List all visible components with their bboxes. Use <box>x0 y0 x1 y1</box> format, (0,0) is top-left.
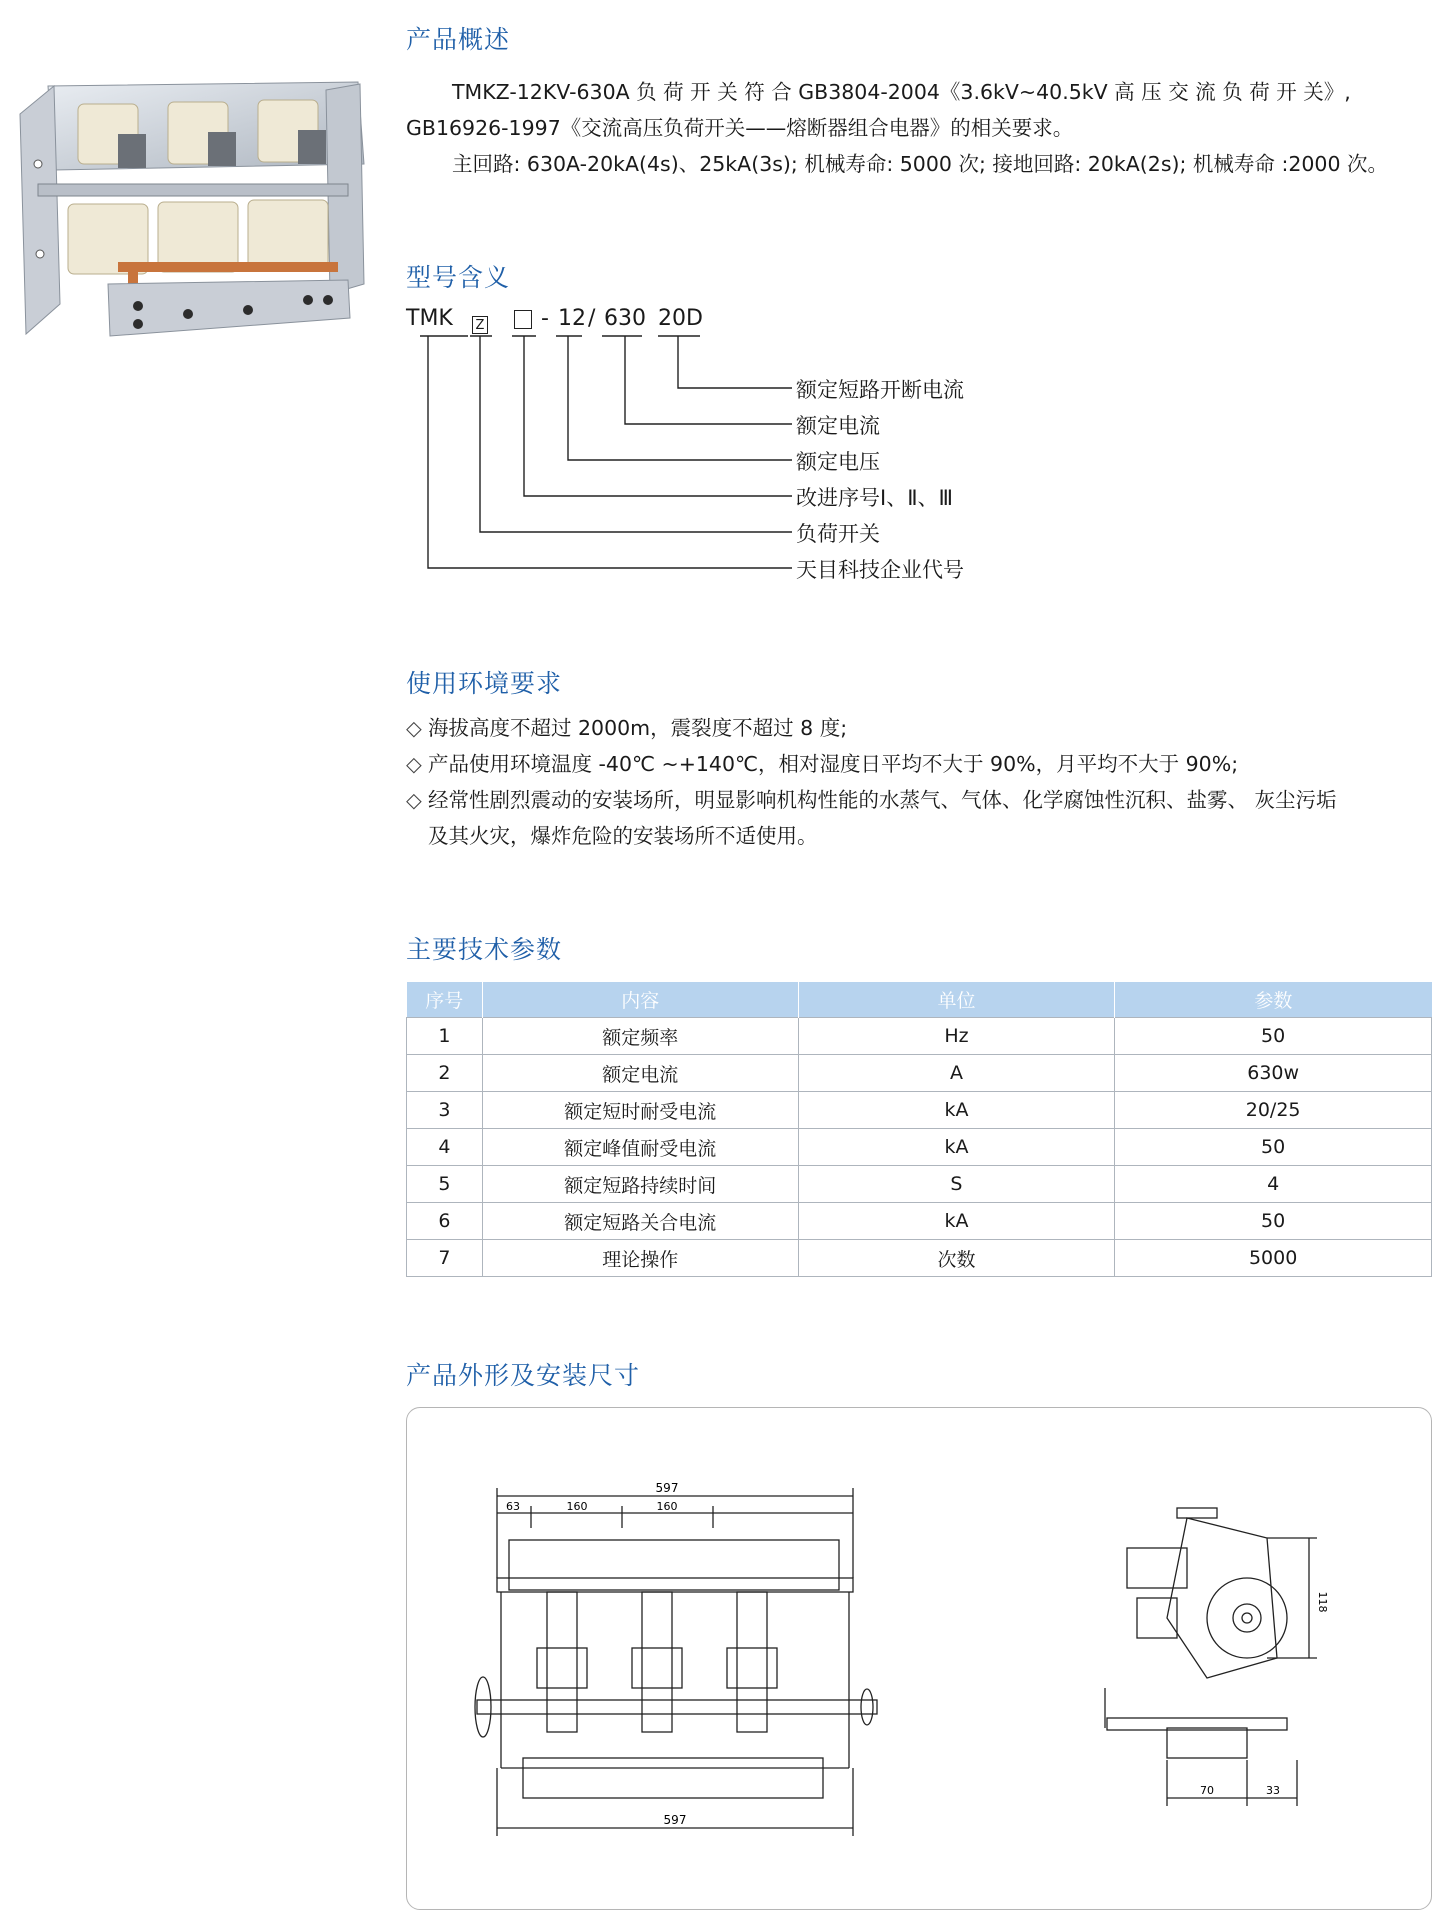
table-row: 3 额定短时耐受电流 kA 20/25 <box>407 1092 1432 1129</box>
overview-line-1: TMKZ-12KV-630A 负 荷 开 关 符 合 GB3804-2004《3.6kV~40.5kV 高 压 交 流 负 荷 开 关》, <box>452 80 1351 104</box>
model-label-4: 负荷开关 <box>796 522 880 546</box>
dim-height: 118 <box>1316 1591 1329 1613</box>
model-title: 型号含义 <box>406 263 511 292</box>
dim-left: 63 <box>506 1500 520 1513</box>
code-prefix: TMK <box>406 306 453 331</box>
side-view-drawing <box>1097 1498 1337 1838</box>
code-sep: - <box>541 306 549 331</box>
model-label-5: 天目科技企业代号 <box>796 558 964 582</box>
code-empty-box <box>514 310 532 329</box>
table-row: 6 额定短路关合电流 kA 50 <box>407 1203 1432 1240</box>
dim-mid-2: 160 <box>656 1500 678 1513</box>
code-slash: / <box>588 306 596 331</box>
env-item-2: ◇ 产品使用环境温度 -40℃ ~+140℃，相对湿度日平均不大于 90%，月平均不大于 90%; <box>406 746 1238 782</box>
table-row: 5 额定短路持续时间 S 4 <box>407 1166 1432 1203</box>
code-current: 630 <box>604 306 646 331</box>
model-label-0: 额定短路开断电流 <box>796 378 964 402</box>
spec-header-content: 内容 <box>482 982 798 1018</box>
overview-text <box>406 74 1436 182</box>
environment-title: 使用环境要求 <box>406 669 563 698</box>
drawing-title: 产品外形及安装尺寸 <box>406 1361 641 1390</box>
overview-line-2: GB16926-1997《交流高压负荷开关——熔断器组合电器》的相关要求。 <box>406 116 1074 140</box>
model-label-2: 额定电压 <box>796 450 880 474</box>
dim-bottom: 597 <box>663 1813 687 1827</box>
model-label-1: 额定电流 <box>796 414 880 438</box>
bullet-diamond-icon: ◇ <box>406 788 422 812</box>
bullet-diamond-icon: ◇ <box>406 716 422 740</box>
dim-base: 70 <box>1200 1784 1214 1797</box>
code-break: 20D <box>658 306 703 331</box>
dim-total: 597 <box>655 1481 679 1495</box>
code-z-box: Z <box>472 316 488 334</box>
drawing-frame <box>406 1407 1432 1910</box>
dim-mid-1: 160 <box>566 1500 588 1513</box>
front-view-drawing <box>457 1468 927 1848</box>
spec-table <box>406 982 1432 1277</box>
spec-header-value: 参数 <box>1115 982 1432 1018</box>
table-row: 4 额定峰值耐受电流 kA 50 <box>407 1129 1432 1166</box>
env-item-3-cont: 及其火灾，爆炸危险的安装场所不适使用。 <box>428 824 818 848</box>
overview-title: 产品概述 <box>406 25 511 54</box>
table-row: 7 理论操作 次数 5000 <box>407 1240 1432 1277</box>
model-leader-lines <box>406 334 806 574</box>
env-item-1: ◇ 海拔高度不超过 2000m，震裂度不超过 8 度; <box>406 710 847 746</box>
specs-title: 主要技术参数 <box>406 935 563 964</box>
spec-header-index: 序号 <box>407 982 483 1018</box>
spec-header-unit: 单位 <box>798 982 1115 1018</box>
table-row: 1 额定频率 Hz 50 <box>407 1018 1432 1055</box>
table-row: 2 额定电流 A 630w <box>407 1055 1432 1092</box>
dim-small: 33 <box>1266 1784 1280 1797</box>
bullet-diamond-icon: ◇ <box>406 752 422 776</box>
product-photo <box>8 74 370 342</box>
env-item-3: ◇ 经常性剧烈震动的安装场所，明显影响机构性能的水蒸气、气体、化学腐蚀性沉积、盐雾、 灰尘污垢 <box>406 782 1337 818</box>
overview-line-3: 主回路: 630A-20kA(4s)、25kA(3s); 机械寿命: 5000 次; 接地回路: 20kA(2s); 机械寿命 :2000 次。 <box>452 152 1389 176</box>
code-voltage: 12 <box>558 306 586 331</box>
model-label-3: 改进序号Ⅰ、Ⅱ、Ⅲ <box>796 486 954 510</box>
spec-header-row <box>407 982 1432 1018</box>
